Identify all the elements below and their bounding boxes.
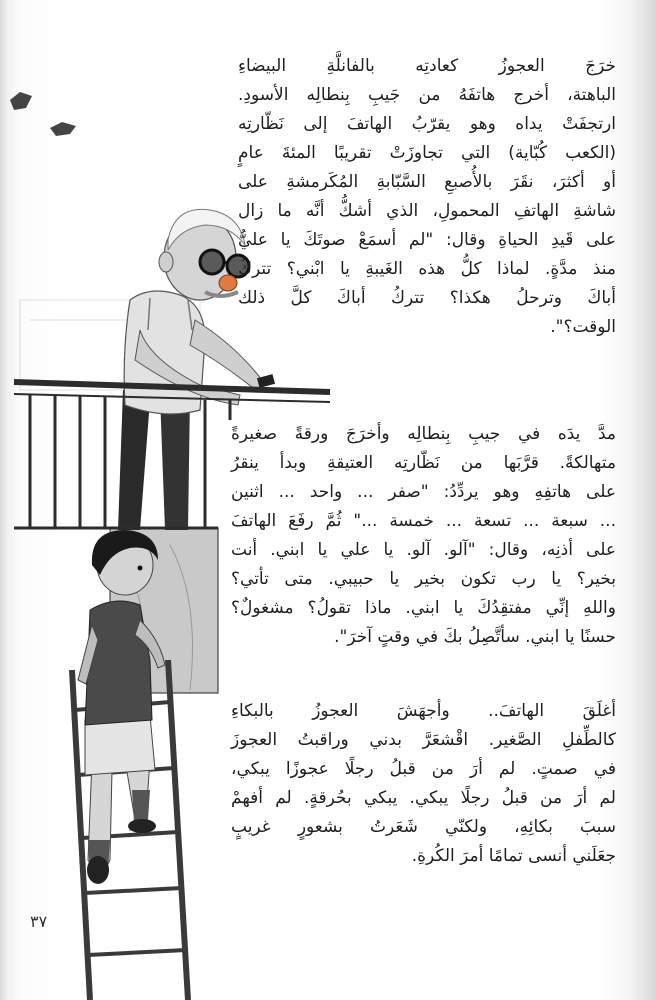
text-line: الوقت؟". [550,317,616,337]
text-line: متهالكةً. قرَّبَها من نَظّارتِه العتيقةِ وبدأ ينقرُ [231,453,616,473]
glasses-icon [200,250,224,274]
text-line: بخير؟ يا رب تكون بخير يا حبيبي. متى تأتي؟ [231,569,616,589]
text-line: ارتجفَتْ يداه وهو يقرّبُ الهاتفَ إلى نَظّارتِه [238,114,616,134]
text-line: أو أكثرَ، نقَرَ بالأُصبعِ السَّبّابةِ المُكَرمشةِ على [238,172,616,192]
text-line: لم أرَ من قبلُ رجلًا يبكي. يبكي بحُرقةٍ. لم أفهمْ [231,788,616,808]
paper-specks [10,92,76,136]
text-line: ... سبعة ... تسعة ... خمسة ..." ثُمَّ رفَعَ الهاتفَ [231,511,616,531]
text-line: على قَيدِ الحياةِ وقال: "لم أسمَعْ صوتَكَ يا عليُّ [238,230,616,250]
text-line: واللهِ إنِّي مفتقِدُكَ يا ابني. ماذا تقولُ؟ مشغولٌ؟ [231,598,616,618]
text-line: كالطِّفلِ الصَّغير. اقْشعَرَّ بدني وراقبتُ العجوزَ [231,730,616,750]
text-line: سببَ بكائِهِ، ولكنّي شَعَرتُ بشعورٍ غريبٍ [231,817,616,837]
text-line: جعَلَني أنسى تمامًا أمرَ الكُرةِ. [411,846,616,866]
text-line: شاشةِ الهاتفِ المحمولِ، الذي أشكُّ أنَّه ما زال [238,201,616,221]
text-line: على هاتفِهِ وهو يردِّدُ: "صفر ... واحد ... اثنين [231,482,616,502]
text-line: في صمتٍ. لم أرَ من قبلُ رجلًا عجوزًا يبكي، [231,759,616,779]
text-line: أباكَ وترحلُ هكذا؟ تتركُ أباكَ كلَّ ذلك [238,288,616,308]
paragraph-3 [231,697,616,871]
text-line: مدَّ يدَه في جيبِ بِنطالِه وأخرَجَ ورقةً صغيرةً [231,424,616,444]
text-line: على أذنِه، وقال: "آلو. آلو. يا علي يا ابني. أنت [231,540,616,560]
text-line: منذ مدَّةٍ. لماذا كلُّ هذه الغَيبةِ يا ابْني؟ تتركُ [238,259,616,279]
text-line: حسنًا يا ابني. سأتَّصِلُ بكَ في وقتٍ آخرَ". [334,627,616,647]
page-number: ٣٧ [30,912,48,931]
text-line: الباهتة، أخرج هاتفَهُ من جَيبِ بِنطالِه الأسودِ. [238,85,616,105]
paragraph-2 [231,420,616,652]
text-line: خرَجَ العجوزُ كعادتِه بالفانلَّةِ البيضاءِ [238,56,616,76]
paragraph-1 [238,52,616,342]
text-line: (الكعب كُبّاية) التي تجاوزَتْ تقريبًا المئةَ عامٍ [238,143,616,163]
text-line: أغلَقَ الهاتفَ.. وأجهَشَ العجوزُ بالبكاءِ [231,701,616,721]
